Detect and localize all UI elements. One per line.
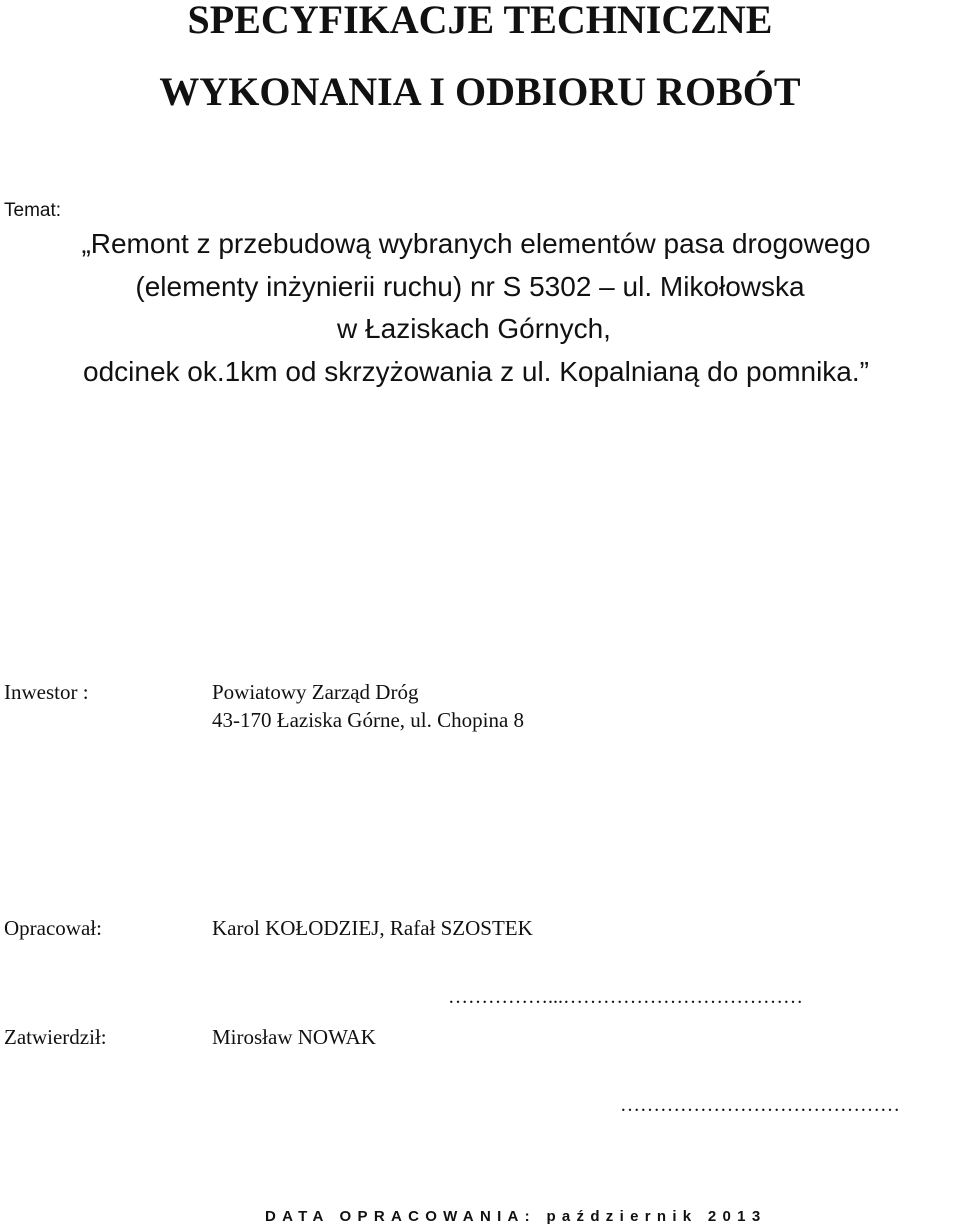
preparation-date: DATA OPRACOWANIA: październik 2013	[265, 1208, 767, 1225]
document-title-line-1: SPECYFIKACJE TECHNICZNE	[187, 0, 773, 42]
signature-line-1: ……………...………………………………	[448, 986, 803, 1008]
prepared-by-names: Karol KOŁODZIEJ, Rafał SZOSTEK	[212, 916, 533, 940]
investor-name: Powiatowy Zarząd Dróg	[212, 680, 419, 704]
investor-address: 43-170 Łaziska Górne, ul. Chopina 8	[212, 708, 525, 732]
topic-label: Temat:	[4, 200, 62, 221]
topic-line-2: (elementy inżynierii ruchu) nr S 5302 – ul. Mikołowska	[135, 271, 805, 302]
topic-line-3: w Łaziskach Górnych,	[337, 313, 611, 344]
approved-by-name: Mirosław NOWAK	[212, 1025, 376, 1049]
topic-line-1: „Remont z przebudową wybranych elementów pasa drogowego	[81, 228, 871, 259]
document-title-line-2: WYKONANIA I ODBIORU ROBÓT	[159, 69, 801, 114]
signature-line-2: ……………………………………	[620, 1094, 900, 1116]
approved-by-label: Zatwierdził:	[4, 1025, 107, 1049]
topic-line-4: odcinek ok.1km od skrzyżowania z ul. Kopalnianą do pomnika.”	[83, 356, 869, 387]
investor-label: Inwestor :	[4, 680, 89, 704]
prepared-by-label: Opracował:	[4, 916, 102, 940]
